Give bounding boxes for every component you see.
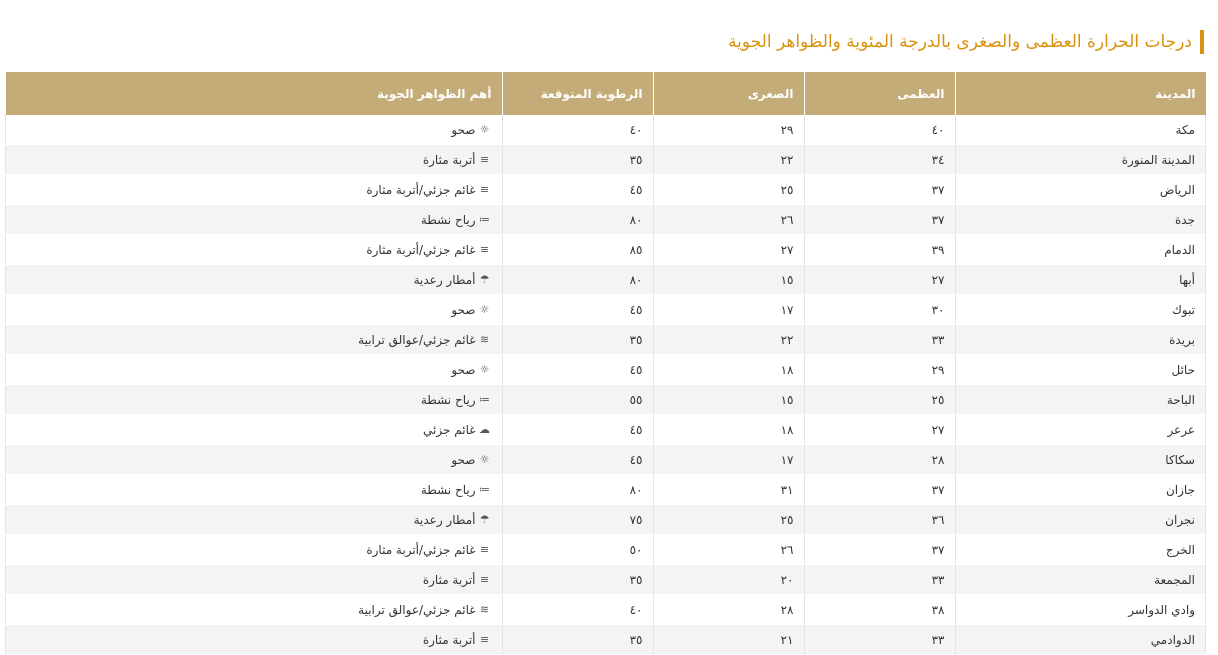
weather-phenomenon [366, 243, 491, 257]
cell-city: نجران [955, 505, 1206, 535]
title-accent-bar [1200, 30, 1204, 54]
dust-icon: ≡ [479, 633, 490, 647]
thunder-rain-icon: ☂ [479, 513, 490, 527]
cell-min: ٢٦ [653, 205, 804, 235]
cell-humidity: ٤٥ [502, 295, 653, 325]
weather-label: رياح نشطة [420, 212, 476, 227]
weather-phenomenon [366, 183, 491, 197]
cell-max: ٣٨ [804, 595, 955, 625]
table-header-row [6, 72, 1206, 115]
cell-min: ١٧ [653, 445, 804, 475]
cell-humidity: ٤٠ [502, 115, 653, 145]
partly-cloudy-icon: ☁ [479, 423, 490, 437]
cell-city: وادي الدواسر [955, 595, 1206, 625]
cell-min: ١٨ [653, 355, 804, 385]
weather-label: رياح نشطة [420, 392, 476, 407]
cell-humidity: ٣٥ [502, 145, 653, 175]
sun-icon: ☼ [479, 363, 490, 377]
cell-humidity: ٨٠ [502, 475, 653, 505]
weather-label: أتربة مثارة [422, 152, 476, 167]
weather-label: غائم جزئي/عوالق ترابية [358, 602, 476, 617]
weather-phenomenon [451, 303, 491, 317]
cell-weather [6, 625, 503, 655]
weather-phenomenon [423, 423, 491, 437]
cell-weather [6, 535, 503, 565]
cell-weather [6, 325, 503, 355]
haze-icon: ≋ [479, 603, 490, 617]
cell-min: ٢٩ [653, 115, 804, 145]
cell-min: ١٧ [653, 295, 804, 325]
table-row [6, 175, 1206, 205]
cell-max: ٤٠ [804, 115, 955, 145]
cell-min: ٢٧ [653, 235, 804, 265]
cell-max: ٣٠ [804, 295, 955, 325]
wind-icon: ≕ [479, 213, 490, 227]
dust-icon: ≡ [479, 543, 490, 557]
table-row [6, 625, 1206, 655]
cell-max: ٣٩ [804, 235, 955, 265]
cell-city: جدة [955, 205, 1206, 235]
cell-weather [6, 415, 503, 445]
weather-label: أمطار رعدية [413, 272, 476, 287]
cell-max: ٣٧ [804, 475, 955, 505]
weather-phenomenon [451, 453, 491, 467]
table-row [6, 385, 1206, 415]
cell-humidity: ٣٥ [502, 325, 653, 355]
cell-max: ٣٣ [804, 325, 955, 355]
cell-min: ١٥ [653, 385, 804, 415]
cell-humidity: ٥٠ [502, 535, 653, 565]
cell-humidity: ٨٥ [502, 235, 653, 265]
cell-min: ١٨ [653, 415, 804, 445]
table-row [6, 445, 1206, 475]
section-header [728, 30, 1204, 54]
cell-humidity: ٣٥ [502, 565, 653, 595]
weather-phenomenon [423, 573, 492, 587]
cell-city: الخرج [955, 535, 1206, 565]
cell-city: أبها [955, 265, 1206, 295]
cell-weather [6, 565, 503, 595]
cell-min: ٣١ [653, 475, 804, 505]
haze-icon: ≋ [479, 333, 490, 347]
weather-phenomenon [366, 543, 491, 557]
cell-humidity: ٥٥ [502, 385, 653, 415]
cell-min: ٢٢ [653, 325, 804, 355]
weather-label: أتربة مثارة [422, 572, 476, 587]
table-row [6, 205, 1206, 235]
cell-city: بريدة [955, 325, 1206, 355]
cell-weather [6, 115, 503, 145]
cell-humidity: ٨٠ [502, 265, 653, 295]
sun-icon: ☼ [479, 453, 490, 467]
cell-city: عرعر [955, 415, 1206, 445]
cell-humidity: ٧٥ [502, 505, 653, 535]
cell-max: ٢٨ [804, 445, 955, 475]
table-row [6, 565, 1206, 595]
cell-max: ٢٧ [804, 415, 955, 445]
weather-phenomenon [423, 153, 492, 167]
header-humidity: الرطوبة المتوقعة [502, 72, 653, 115]
cell-city: الباحة [955, 385, 1206, 415]
weather-label: غائم جزئي [423, 422, 476, 437]
weather-label: صحو [451, 452, 476, 467]
cell-humidity: ٤٥ [502, 445, 653, 475]
table-row [6, 505, 1206, 535]
cell-max: ٣٤ [804, 145, 955, 175]
weather-label: غائم جزئي/أتربة مثارة [366, 182, 476, 197]
cell-max: ٣٣ [804, 625, 955, 655]
cell-weather [6, 175, 503, 205]
weather-phenomenon [451, 363, 491, 377]
cell-min: ٢٦ [653, 535, 804, 565]
cell-max: ٣٧ [804, 535, 955, 565]
wind-icon: ≕ [479, 483, 490, 497]
header-weather: أهم الظواهر الجوية [6, 72, 503, 115]
cell-weather [6, 295, 503, 325]
cell-city: الدوادمي [955, 625, 1206, 655]
cell-max: ٢٧ [804, 265, 955, 295]
table-row [6, 535, 1206, 565]
table-row [6, 265, 1206, 295]
weather-label: أتربة مثارة [422, 632, 476, 647]
header-city: المدينة [955, 72, 1206, 115]
cell-min: ٢٥ [653, 175, 804, 205]
weather-phenomenon [421, 393, 492, 407]
cell-weather [6, 385, 503, 415]
table-row [6, 115, 1206, 145]
cell-city: الرياض [955, 175, 1206, 205]
weather-label: صحو [451, 362, 476, 377]
header-max: العظمى [804, 72, 955, 115]
weather-label: صحو [451, 122, 476, 137]
cell-weather [6, 475, 503, 505]
cell-max: ٣٦ [804, 505, 955, 535]
cell-weather [6, 145, 503, 175]
cell-weather [6, 355, 503, 385]
page-title: درجات الحرارة العظمى والصغرى بالدرجة المئوية والظواهر الجوية [728, 32, 1192, 52]
sun-icon: ☼ [479, 303, 490, 317]
dust-icon: ≡ [479, 243, 490, 257]
weather-label: غائم جزئي/عوالق ترابية [358, 332, 476, 347]
sun-icon: ☼ [479, 123, 490, 137]
cell-max: ٣٧ [804, 175, 955, 205]
cell-humidity: ٤٥ [502, 175, 653, 205]
weather-label: غائم جزئي/أتربة مثارة [366, 242, 476, 257]
weather-label: أمطار رعدية [413, 512, 476, 527]
table-body [6, 115, 1206, 655]
cell-city: سكاكا [955, 445, 1206, 475]
cell-city: تبوك [955, 295, 1206, 325]
cell-weather [6, 445, 503, 475]
table-row [6, 475, 1206, 505]
weather-phenomenon [358, 603, 491, 617]
weather-label: صحو [451, 302, 476, 317]
cell-min: ٢١ [653, 625, 804, 655]
cell-humidity: ٨٠ [502, 205, 653, 235]
cell-humidity: ٤٥ [502, 415, 653, 445]
cell-weather [6, 205, 503, 235]
weather-phenomenon [423, 633, 492, 647]
cell-city: حائل [955, 355, 1206, 385]
weather-phenomenon [451, 123, 491, 137]
cell-weather [6, 595, 503, 625]
weather-table [5, 72, 1206, 655]
cell-weather [6, 505, 503, 535]
cell-max: ٢٥ [804, 385, 955, 415]
cell-city: المدينة المنورة [955, 145, 1206, 175]
cell-max: ٣٧ [804, 205, 955, 235]
weather-phenomenon [421, 483, 492, 497]
cell-city: الدمام [955, 235, 1206, 265]
weather-phenomenon [421, 213, 492, 227]
table-row [6, 235, 1206, 265]
thunder-rain-icon: ☂ [479, 273, 490, 287]
table-row [6, 295, 1206, 325]
table-row [6, 595, 1206, 625]
cell-city: المجمعة [955, 565, 1206, 595]
dust-icon: ≡ [479, 153, 490, 167]
weather-phenomenon [414, 273, 492, 287]
cell-min: ١٥ [653, 265, 804, 295]
cell-weather [6, 265, 503, 295]
cell-weather [6, 235, 503, 265]
cell-max: ٣٣ [804, 565, 955, 595]
cell-min: ٢٥ [653, 505, 804, 535]
weather-label: رياح نشطة [420, 482, 476, 497]
wind-icon: ≕ [479, 393, 490, 407]
dust-icon: ≡ [479, 183, 490, 197]
cell-min: ٢٨ [653, 595, 804, 625]
cell-humidity: ٤٠ [502, 595, 653, 625]
cell-city: مكة [955, 115, 1206, 145]
weather-phenomenon [358, 333, 491, 347]
header-min: الصغرى [653, 72, 804, 115]
weather-phenomenon [414, 513, 492, 527]
cell-min: ٢٢ [653, 145, 804, 175]
table-row [6, 415, 1206, 445]
cell-city: جازان [955, 475, 1206, 505]
table-row [6, 145, 1206, 175]
dust-icon: ≡ [479, 573, 490, 587]
cell-min: ٢٠ [653, 565, 804, 595]
cell-humidity: ٤٥ [502, 355, 653, 385]
weather-label: غائم جزئي/أتربة مثارة [366, 542, 476, 557]
table-row [6, 325, 1206, 355]
cell-humidity: ٣٥ [502, 625, 653, 655]
table-row [6, 355, 1206, 385]
cell-max: ٢٩ [804, 355, 955, 385]
